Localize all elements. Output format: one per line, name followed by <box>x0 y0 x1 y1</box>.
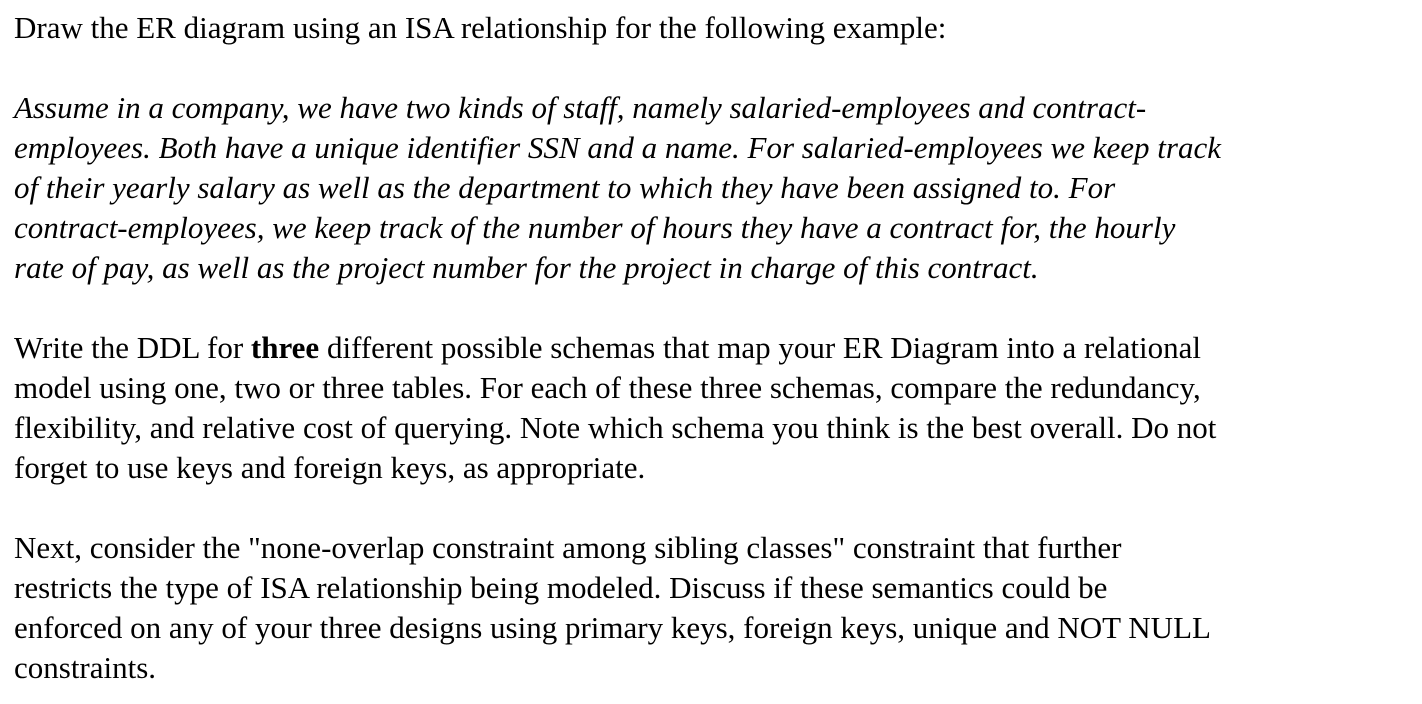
constraint-task-line-4: constraints. <box>14 650 157 685</box>
constraint-task-paragraph <box>14 528 1409 688</box>
constraint-task-line-3: enforced on any of your three designs using primary keys, foreign keys, unique and NOT NULL <box>14 610 1211 645</box>
ddl-task-line-1 <box>14 328 1409 368</box>
ddl-task-line-2: model using one, two or three tables. For each of these three schemas, compare the redundancy, <box>14 370 1201 405</box>
constraint-task-line-1: Next, consider the "none-overlap constraint among sibling classes" constraint that further <box>14 530 1122 565</box>
ddl-task-paragraph <box>14 328 1409 488</box>
ddl-task-line-3: flexibility, and relative cost of querying. Note which schema you think is the best overall. Do not <box>14 410 1217 445</box>
scenario-line-1: Assume in a company, we have two kinds of staff, namely salaried-employees and contract- <box>14 90 1147 125</box>
ddl-task-line-4: forget to use keys and foreign keys, as appropriate. <box>14 450 646 485</box>
constraint-task-line-2: restricts the type of ISA relationship being modeled. Discuss if these semantics could be <box>14 570 1108 605</box>
paragraph-gap <box>14 288 1409 328</box>
scenario-paragraph <box>14 88 1409 288</box>
scenario-line-4: contract-employees, we keep track of the number of hours they have a contract for, the hourly <box>14 210 1176 245</box>
ddl-task-line-1-end: different possible schemas that map your ER Diagram into a relational <box>319 330 1202 365</box>
scenario-line-5: rate of pay, as well as the project number for the project in charge of this contract. <box>14 250 1039 285</box>
intro-line-1: Draw the ER diagram using an ISA relationship for the following example: <box>14 10 947 45</box>
paragraph-gap <box>14 488 1409 528</box>
scenario-line-2: employees. Both have a unique identifier SSN and a name. For salaried-employees we keep track <box>14 130 1221 165</box>
ddl-task-line-1-start: Write the DDL for <box>14 330 251 365</box>
paragraph-gap <box>14 48 1409 88</box>
ddl-task-emphasis: three <box>250 330 320 365</box>
intro-paragraph <box>14 8 1409 48</box>
assignment-document <box>14 8 1409 688</box>
scenario-line-3: of their yearly salary as well as the department to which they have been assigned to. For <box>14 170 1116 205</box>
